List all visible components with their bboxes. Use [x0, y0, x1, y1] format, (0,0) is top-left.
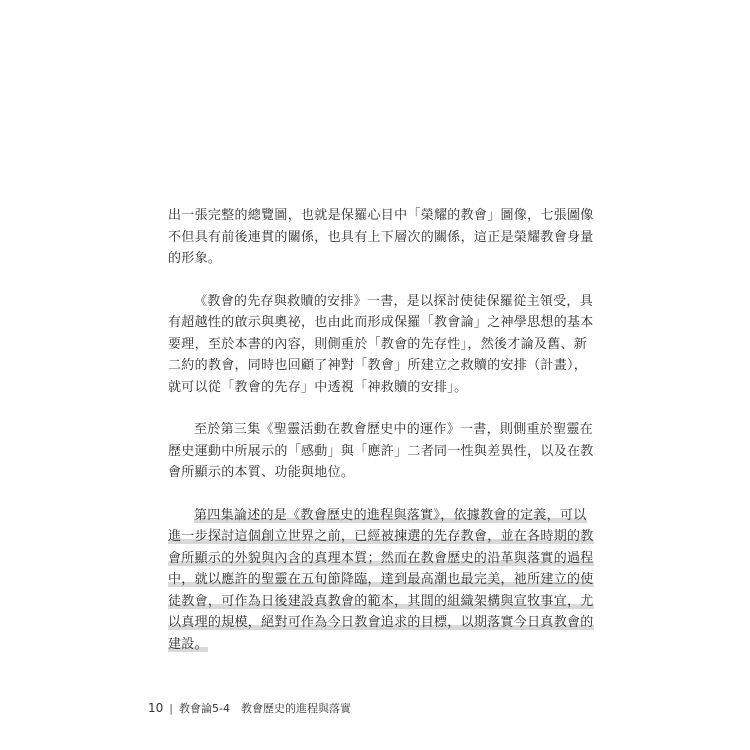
text-line	[168, 548, 594, 570]
text-line	[168, 612, 594, 634]
text-line	[168, 377, 585, 399]
text-line	[168, 591, 594, 613]
text-line-content: 歷史運動中所展示的「感動」與「應許」二者同一性與差異性，以及在教	[168, 443, 594, 459]
text-line	[168, 291, 594, 313]
text-line-content: 至於第三集《聖靈活動在教會歷史中的運作》一書，則側重於聖靈在	[194, 422, 594, 437]
text-line-content: 第四集論述的是《教會歷史的進程與落實》，依據教會的定義，可以	[194, 507, 587, 523]
paragraph	[168, 419, 594, 484]
text-line-content: 要理，至於本書的內容，則側重於「教會的先存性」，然後才論及舊、新	[168, 336, 588, 352]
highlighted-paragraph	[168, 505, 594, 656]
text-line	[168, 505, 585, 527]
text-line-content: 出一張完整的總覽圖，也就是保羅心目中「榮耀的教會」圖像，七張圖像	[168, 208, 594, 223]
text-line-content: 進一步探討這個創立世界之前，已經被揀選的先存教會，並在各時期的教	[168, 529, 594, 544]
text-line-content: 會所顯示的本質、功能與地位。	[168, 465, 355, 480]
text-line	[168, 334, 588, 356]
paragraph	[168, 291, 594, 399]
text-line-content: 的形象。	[168, 251, 222, 266]
text-line-content: 會所顯示的外貌與內含的真理本質；然而在教會歷史的沿革與落實的過程	[168, 550, 594, 566]
text-line	[168, 569, 594, 591]
page-number: 10	[148, 701, 164, 715]
page-footer	[148, 700, 351, 716]
text-line-content: 不但具有前後連貫的關係，也具有上下層次的關係，這正是榮耀教會身量	[168, 229, 594, 245]
text-line	[168, 419, 594, 441]
paragraph	[168, 205, 594, 270]
text-line	[168, 526, 594, 548]
text-line	[168, 248, 585, 270]
text-line	[168, 462, 585, 484]
text-line	[168, 441, 594, 463]
text-line-content: 《教會的先存與救贖的安排》一書，是以探討使徒保羅從主領受，具	[194, 293, 594, 309]
text-line	[168, 634, 585, 656]
text-line	[168, 227, 594, 249]
text-line	[168, 205, 594, 227]
text-line-content: 徒教會，可作為日後建設真教會的範本，其間的組織架構與宣牧事宜，尤	[168, 593, 594, 609]
text-line-content: 二約的教會，同時也回顧了神對「教會」所建立之救贖的安排（計畫），	[168, 358, 588, 373]
text-line-content: 以真理的規模，絕對可作為今日教會追求的目標，以期落實今日真教會的	[168, 615, 594, 630]
body-text	[168, 205, 594, 676]
footer-separator: |	[169, 701, 173, 715]
text-line-content: 有超越性的啟示與奧祕，也由此而形成保羅「教會論」之神學思想的基本	[168, 315, 594, 330]
running-title: 教會論5-4 教會歷史的進程與落實	[179, 702, 351, 715]
text-line-content: 建設。	[168, 636, 208, 652]
text-line	[168, 312, 594, 334]
text-line-content: 中，就以應許的聖靈在五旬節降臨，達到最高潮也最完美，祂所建立的使	[168, 572, 594, 587]
text-line	[168, 355, 588, 377]
text-line-content: 就可以從「教會的先存」中透視「神救贖的安排」。	[168, 379, 468, 395]
